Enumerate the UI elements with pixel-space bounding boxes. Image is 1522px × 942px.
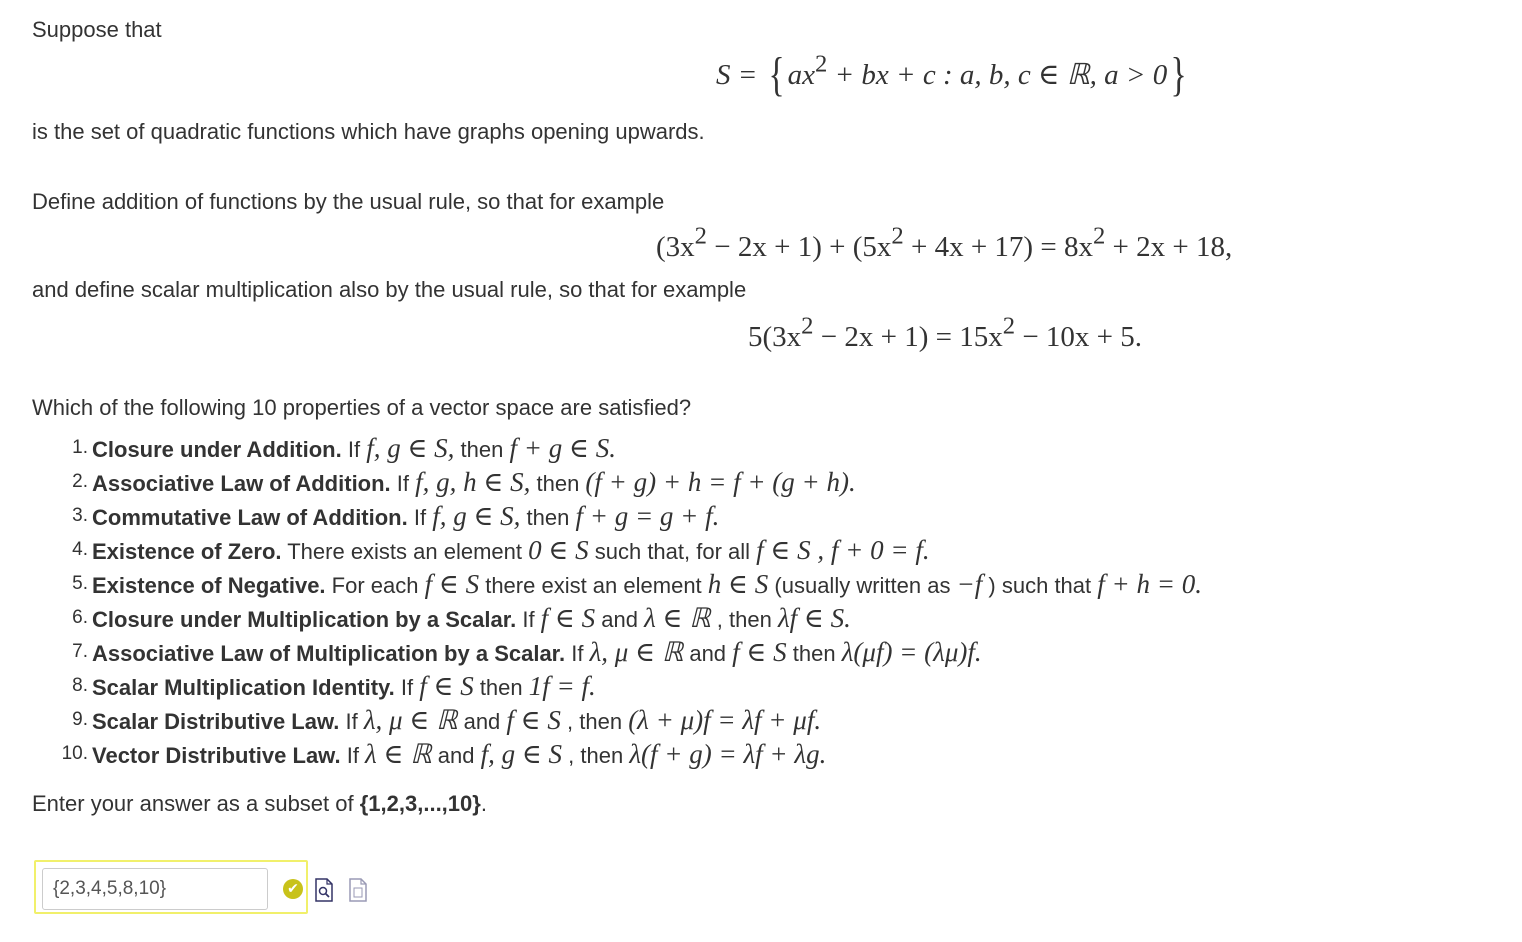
property-math: f ∈ S [506, 705, 561, 735]
property-math: f, g ∈ S [480, 739, 563, 769]
property-text: such that, for all [588, 539, 757, 564]
property-math: f ∈ S , f + 0 = f. [756, 535, 930, 565]
set-description: is the set of quadratic functions which have graphs opening upwards. [32, 119, 705, 144]
intro-text: Suppose that [32, 17, 162, 42]
scalar-text: and define scalar multiplication also by the usual rule, so that for example [32, 277, 747, 302]
property-math: f, g ∈ S, [432, 501, 521, 531]
property-title: Existence of Negative. [92, 573, 326, 598]
property-text: If [516, 607, 541, 632]
property-math: λ, μ ∈ ℝ [589, 637, 684, 667]
property-text: and [457, 709, 507, 734]
addition-exp-3: 2 [1092, 222, 1106, 250]
property-text: If [339, 709, 364, 734]
property-number: 8. [72, 675, 88, 696]
property-number: 1. [72, 437, 88, 458]
property-title: Associative Law of Addition. [92, 471, 391, 496]
instruction-set: {1,2,3,...,10} [359, 791, 481, 816]
addition-part-4: + 2x + 18, [1105, 231, 1233, 263]
addition-exp-2: 2 [891, 222, 904, 250]
property-body [92, 434, 616, 464]
property-text: If [390, 471, 416, 496]
set-lhs: S = [716, 59, 758, 91]
property-text: and [431, 743, 481, 768]
set-body-a: ax [787, 59, 815, 91]
property-math: 1f = f. [528, 671, 596, 701]
check-circle-icon: ✔ [283, 879, 303, 899]
property-number: 7. [72, 641, 88, 662]
property-number: 10. [61, 743, 88, 764]
property-text: then [454, 437, 510, 462]
set-definition [716, 48, 1190, 101]
property-math: λ(μf) = (λμ)f. [841, 637, 982, 667]
property-title: Closure under Addition. [92, 437, 342, 462]
property-text: then [473, 675, 529, 700]
property-body [92, 536, 930, 566]
set-exponent: 2 [815, 50, 828, 78]
property-math: λ ∈ ℝ [365, 739, 432, 769]
property-text: then [530, 471, 586, 496]
addition-example [656, 222, 1233, 264]
property-body [92, 638, 982, 668]
property-text: There exists an element [281, 539, 529, 564]
property-text: For each [325, 573, 425, 598]
property-math: f, g ∈ S, [366, 433, 455, 463]
addition-text: Define addition of functions by the usual rule, so that for example [32, 189, 665, 214]
scalar-example [748, 312, 1143, 354]
property-number: 4. [72, 539, 88, 560]
property-math: h ∈ S [707, 569, 769, 599]
scalar-exp-1: 2 [801, 312, 814, 340]
property-math: f + g = g + f. [575, 501, 720, 531]
instruction-text [32, 791, 487, 817]
property-math: (λ + μ)f = λf + μf. [628, 705, 822, 735]
property-math: λ(f + g) = λf + λg. [629, 739, 827, 769]
set-body-b: + bx + c : a, b, c ∈ ℝ, a > 0 [827, 59, 1168, 91]
property-body [92, 672, 596, 702]
property-body [92, 468, 856, 498]
property-math: λf ∈ S. [777, 603, 851, 633]
property-title: Scalar Multiplication Identity. [92, 675, 395, 700]
property-math: (f + g) + h = f + (g + h). [585, 467, 856, 497]
property-text: If [407, 505, 433, 530]
property-math: −f [956, 569, 983, 599]
property-number: 5. [72, 573, 88, 594]
property-math: f ∈ S [424, 569, 480, 599]
right-brace: } [1170, 48, 1187, 101]
property-text: (usually written as [768, 573, 957, 598]
answer-highlight [34, 860, 308, 914]
property-text: If [341, 437, 367, 462]
property-title: Associative Law of Multiplication by a Scalar. [92, 641, 566, 666]
property-number: 9. [72, 709, 88, 730]
property-math: f, g, h ∈ S, [415, 467, 531, 497]
instruction-prefix: Enter your answer as a subset of [32, 791, 360, 816]
property-text: then [520, 505, 576, 530]
property-number: 2. [72, 471, 88, 492]
property-text: If [394, 675, 420, 700]
property-text: then [786, 641, 842, 666]
question-text: Which of the following 10 properties of a vector space are satisfied? [32, 395, 692, 420]
scalar-part-2: − 2x + 1) = 15x [813, 321, 1003, 353]
property-text: ) such that [982, 573, 1098, 598]
answer-input[interactable] [42, 868, 268, 910]
property-body [92, 706, 821, 736]
property-body [92, 604, 851, 634]
addition-part-1: (3x [656, 231, 695, 263]
property-math: f + g ∈ S. [509, 433, 616, 463]
property-math: f + h = 0. [1097, 569, 1202, 599]
property-math: λ, μ ∈ ℝ [363, 705, 458, 735]
document-icon[interactable] [349, 878, 367, 902]
addition-part-2: − 2x + 1) + (5x [707, 231, 892, 263]
property-title: Commutative Law of Addition. [92, 505, 408, 530]
preview-icon[interactable] [315, 878, 333, 902]
property-text: If [565, 641, 590, 666]
property-text: , then [560, 709, 629, 734]
property-math: f ∈ S [419, 671, 474, 701]
property-text: there exist an element [479, 573, 708, 598]
property-number: 6. [72, 607, 88, 628]
property-body [92, 570, 1202, 600]
property-body [92, 740, 826, 770]
property-text: , then [562, 743, 630, 768]
scalar-part-1: 5(3x [748, 321, 802, 353]
left-brace: { [768, 48, 785, 101]
instruction-suffix: . [480, 791, 487, 816]
property-number: 3. [72, 505, 88, 526]
property-title: Closure under Multiplication by a Scalar. [92, 607, 517, 632]
property-title: Existence of Zero. [92, 539, 282, 564]
property-math: f ∈ S [732, 637, 787, 667]
property-text: and [683, 641, 733, 666]
property-math: f ∈ S [540, 603, 596, 633]
property-math: 0 ∈ S [528, 535, 589, 565]
scalar-exp-2: 2 [1002, 312, 1016, 340]
property-title: Scalar Distributive Law. [92, 709, 340, 734]
property-text: , then [710, 607, 778, 632]
property-math: λ ∈ ℝ [644, 603, 711, 633]
property-body [92, 502, 719, 532]
property-text: and [595, 607, 645, 632]
property-title: Vector Distributive Law. [92, 743, 341, 768]
property-text: If [340, 743, 366, 768]
scalar-part-3: − 10x + 5. [1015, 321, 1143, 353]
addition-exp-1: 2 [694, 222, 707, 250]
addition-part-3: + 4x + 17) = 8x [903, 231, 1093, 263]
